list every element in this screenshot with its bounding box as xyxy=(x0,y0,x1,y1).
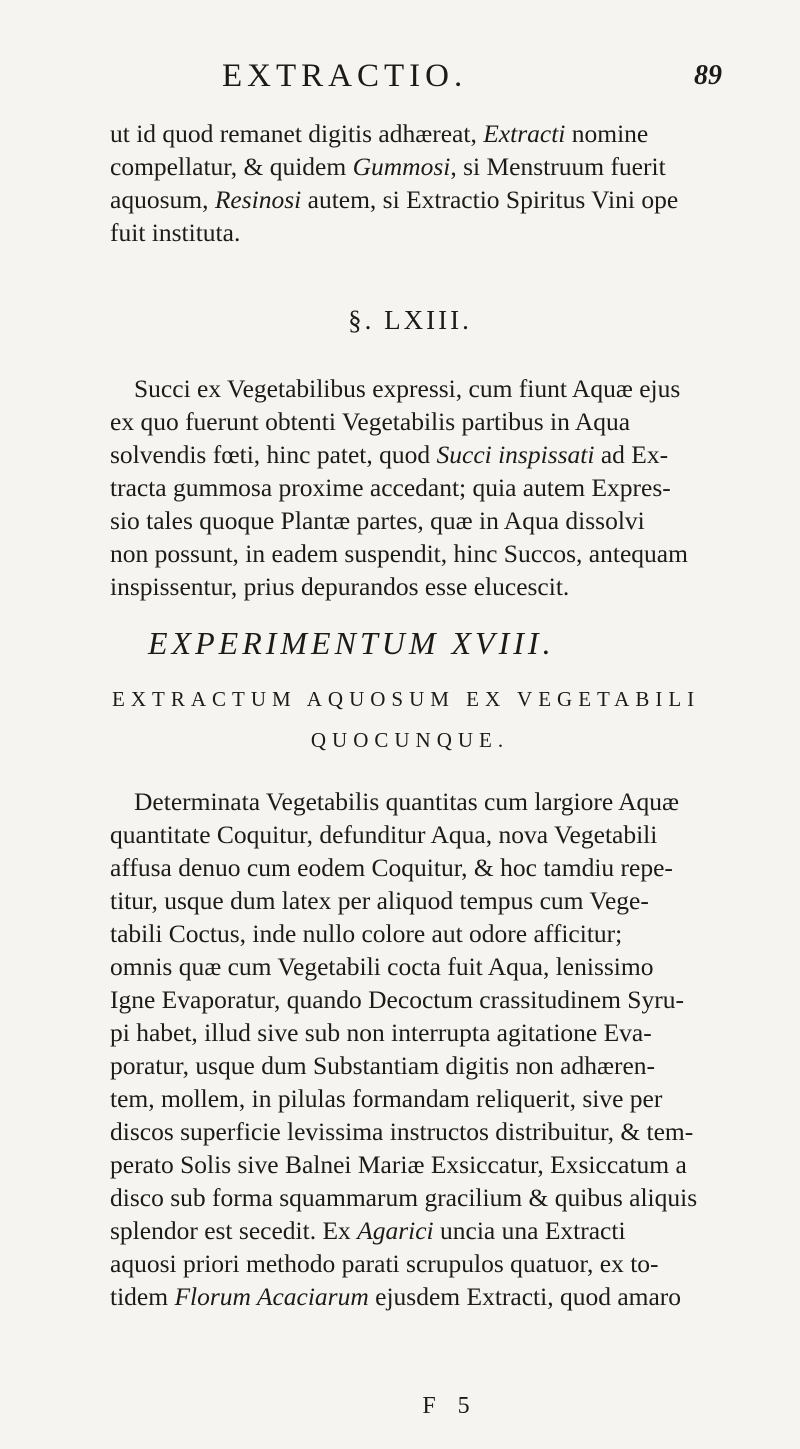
para2-line: sio tales quoque Plantæ partes, quæ in Aqua dissolvi xyxy=(110,506,645,535)
para3-line: aquosi priori methodo parati scrupulos quatuor, ex to- xyxy=(110,1249,659,1278)
para3-line: Igne Evaporatur, quando Decoctum crassitudinem Syru- xyxy=(110,985,684,1014)
para1-line: compellatur, & quidem Gummosi, si Menstruum fuerit xyxy=(110,152,666,181)
para3-line: pi habet, illud sive sub non interrupta agitatione Eva- xyxy=(110,1018,652,1047)
running-head xyxy=(0,58,800,98)
experiment-subtitle-line2: QUOCUNQUE. xyxy=(310,728,510,752)
running-title: EXTRACTIO. xyxy=(222,58,468,94)
para1-line: aquosum, Resinosi autem, si Extractio Spiritus Vini ope xyxy=(110,185,679,214)
experiment-subtitle-line1: EXTRACTUM AQUOSUM EX VEGETABILI xyxy=(112,687,701,711)
para3-line: affusa denuo cum eodem Coquitur, & hoc tamdiu repe- xyxy=(110,853,673,882)
para2-line: non possunt, in eadem suspendit, hinc Succos, antequam xyxy=(110,539,688,568)
para3-line: quantitate Coquitur, defunditur Aqua, nova Vegetabili xyxy=(110,820,658,849)
experiment-title: EXPERIMENTUM XVIII. xyxy=(148,625,555,661)
para1-line: fuit instituta. xyxy=(110,218,241,247)
para3-line: perato Solis sive Balnei Mariæ Exsiccatur, Exsiccatum a xyxy=(110,1150,687,1179)
para2-line: ex quo fuerunt obtenti Vegetabilis partibus in Aqua xyxy=(110,407,631,436)
para2-line: tracta gummosa proxime accedant; quia autem Expres- xyxy=(110,473,671,502)
para3-line: splendor est secedit. Ex Agarici uncia una Extracti xyxy=(110,1216,626,1245)
para3-line: tem, mollem, in pilulas formandam reliquerit, sive per xyxy=(110,1084,663,1113)
para3-line: tidem Florum Acaciarum ejusdem Extracti, quod amaro xyxy=(110,1282,682,1311)
para2-line: Succi ex Vegetabilibus expressi, cum fiunt Aquæ ejus xyxy=(134,374,681,403)
para3-line: Determinata Vegetabilis quantitas cum largiore Aquæ xyxy=(134,787,680,816)
para3-line: discos superficie levissima instructos distribuitur, & tem- xyxy=(110,1117,694,1146)
para1-line: ut id quod remanet digitis adhæreat, Extracti nomine xyxy=(110,119,649,148)
para3-line: omnis quæ cum Vegetabili cocta fuit Aqua, lenissimo xyxy=(110,952,654,981)
para2-line: solvendis fœti, hinc patet, quod Succi inspissati ad Ex- xyxy=(110,440,669,469)
signature-mark: F 5 xyxy=(422,1393,478,1419)
para3-line: poratur, usque dum Substantiam digitis non adhæren- xyxy=(110,1051,656,1080)
section-heading: §. LXIII. xyxy=(348,305,472,335)
para3-line: disco sub forma squammarum gracilium & quibus aliquis xyxy=(110,1183,698,1212)
page-number: 89 xyxy=(694,60,722,91)
para3-line: titur, usque dum latex per aliquod tempus cum Vege- xyxy=(110,886,649,915)
para2-line: inspissentur, prius depurandos esse elucescit. xyxy=(110,572,570,601)
para3-line: tabili Coctus, inde nullo colore aut odore afficitur; xyxy=(110,919,623,948)
